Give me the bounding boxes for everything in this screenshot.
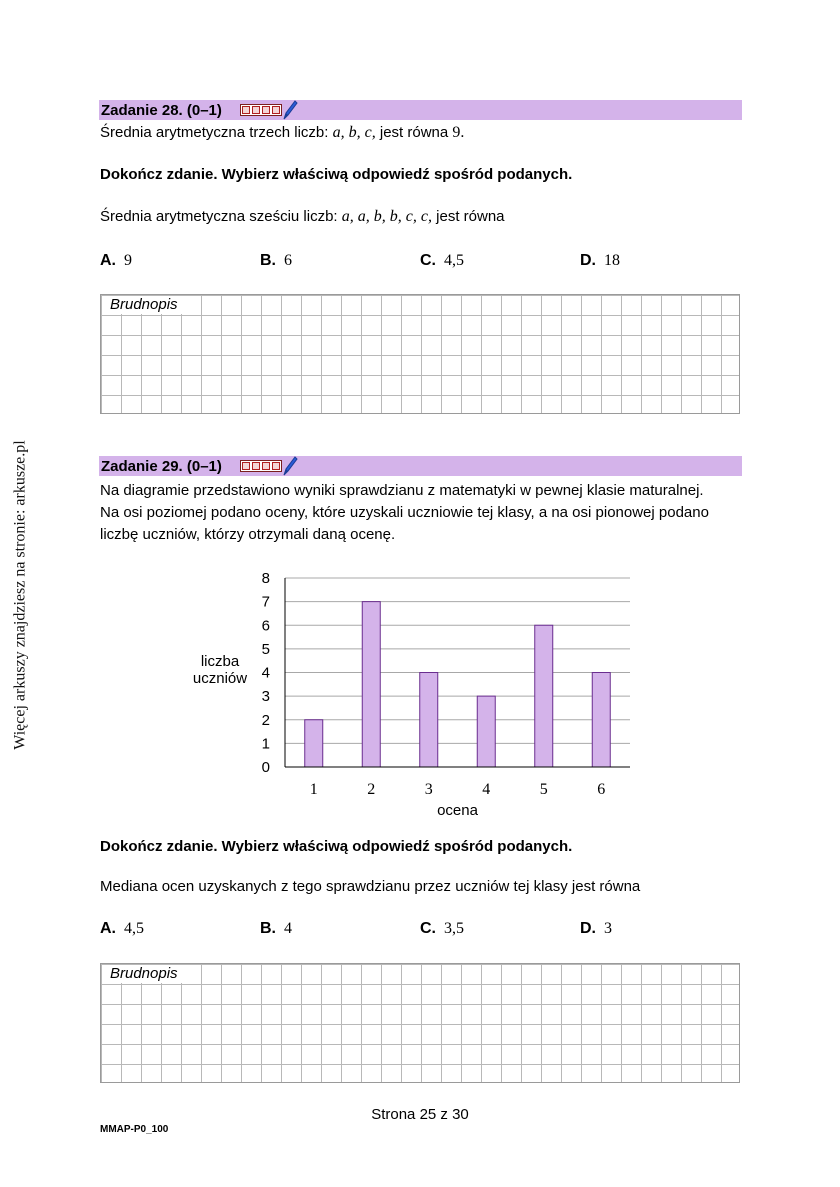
option-value: 3,5 bbox=[444, 920, 464, 937]
task-29-scratchpad[interactable] bbox=[100, 963, 740, 1083]
task-28-question-suffix: jest równa bbox=[436, 208, 505, 225]
option-value: 4,5 bbox=[124, 920, 144, 937]
calculator-pen-icon bbox=[240, 99, 298, 121]
option-letter: B. bbox=[260, 920, 276, 937]
y-tick-label: 3 bbox=[261, 688, 270, 706]
task-28-option-b[interactable] bbox=[260, 252, 292, 270]
x-tick-label: 3 bbox=[424, 781, 433, 798]
task-29-instruction: Dokończ zdanie. Wybierz właściwą odpowiedź spośród podanych. bbox=[100, 838, 573, 855]
task-29-title: Zadanie 29. (0–1) bbox=[101, 457, 222, 475]
y-axis-label: uczniów bbox=[192, 670, 248, 687]
task-28-title: Zadanie 28. (0–1) bbox=[101, 101, 222, 119]
task-28-stem-value: 9. bbox=[452, 124, 465, 141]
bar bbox=[535, 625, 553, 767]
task-28-stem-vars: a, b, c, bbox=[332, 124, 376, 141]
y-axis-label: liczba bbox=[200, 653, 240, 670]
option-value: 4 bbox=[284, 920, 292, 937]
y-tick-label: 4 bbox=[261, 664, 270, 682]
bar-chart bbox=[0, 565, 840, 825]
x-tick-label: 4 bbox=[482, 781, 491, 798]
x-tick-label: 5 bbox=[539, 781, 548, 798]
task-28-question-vars: a, a, b, b, c, c, bbox=[341, 208, 432, 225]
task-28-stem-mid: jest równa bbox=[379, 124, 449, 141]
y-tick-label: 1 bbox=[261, 735, 270, 753]
x-axis-label: ocena bbox=[437, 802, 478, 819]
task-29-question: Mediana ocen uzyskanych z tego sprawdzianu przez uczniów tej klasy jest równa bbox=[100, 878, 641, 895]
bar bbox=[477, 696, 495, 767]
y-tick-label: 0 bbox=[261, 759, 270, 776]
option-letter: A. bbox=[100, 252, 116, 269]
y-tick-label: 5 bbox=[261, 640, 270, 658]
task-29-header bbox=[99, 456, 742, 476]
option-value: 6 bbox=[284, 252, 292, 269]
y-tick-label: 6 bbox=[261, 617, 270, 635]
task-28-stem bbox=[100, 124, 464, 142]
x-tick-label: 1 bbox=[309, 781, 318, 798]
exam-code: MMAP-P0_100 bbox=[100, 1124, 169, 1135]
scratchpad-label: Brudnopis bbox=[102, 965, 198, 983]
option-letter: C. bbox=[420, 920, 436, 937]
option-value: 4,5 bbox=[444, 252, 464, 269]
option-letter: D. bbox=[580, 920, 596, 937]
task-29-option-b[interactable] bbox=[260, 920, 292, 938]
x-tick-label: 2 bbox=[367, 781, 376, 798]
page-number: Strona 25 z 30 bbox=[371, 1106, 469, 1123]
calculator-pen-icon bbox=[240, 455, 298, 477]
task-28-question bbox=[100, 208, 505, 226]
scratchpad-label: Brudnopis bbox=[102, 296, 198, 314]
option-letter: A. bbox=[100, 920, 116, 937]
option-letter: B. bbox=[260, 252, 276, 269]
y-tick-label: 8 bbox=[261, 570, 270, 587]
y-tick-label: 2 bbox=[261, 711, 270, 729]
option-letter: D. bbox=[580, 252, 596, 269]
y-tick-label: 7 bbox=[261, 593, 270, 611]
task-29-stem-line: Na diagramie przedstawiono wyniki sprawdzianu z matematyki w pewnej klasie maturalnej. bbox=[100, 482, 704, 499]
task-28-stem-prefix: Średnia arytmetyczna trzech liczb: bbox=[100, 124, 329, 141]
task-29-option-c[interactable] bbox=[420, 920, 464, 938]
task-28-scratchpad[interactable] bbox=[100, 294, 740, 414]
option-value: 3 bbox=[604, 920, 612, 937]
bar bbox=[420, 673, 438, 768]
task-28-option-a[interactable] bbox=[100, 252, 132, 270]
task-28-question-prefix: Średnia arytmetyczna sześciu liczb: bbox=[100, 208, 338, 225]
task-29-option-d[interactable] bbox=[580, 920, 612, 938]
task-28-instruction: Dokończ zdanie. Wybierz właściwą odpowiedź spośród podanych. bbox=[100, 166, 573, 183]
task-29-stem-line: Na osi poziomej podano oceny, które uzyskali uczniowie tej klasy, a na osi pionowej podano bbox=[100, 504, 709, 521]
task-29-stem bbox=[100, 480, 709, 546]
task-29-stem-line: liczbę uczniów, którzy otrzymali daną ocenę. bbox=[100, 526, 396, 543]
bar bbox=[592, 673, 610, 768]
option-value: 18 bbox=[604, 252, 620, 269]
bar bbox=[362, 602, 380, 767]
side-note-text: Więcej arkuszy znajdziesz na stronie: arkusze.pl bbox=[12, 440, 29, 750]
task-29-option-a[interactable] bbox=[100, 920, 144, 938]
bar bbox=[305, 720, 323, 767]
x-tick-label: 6 bbox=[597, 781, 606, 798]
option-value: 9 bbox=[124, 252, 132, 269]
option-letter: C. bbox=[420, 252, 436, 269]
task-28-option-d[interactable] bbox=[580, 252, 620, 270]
task-28-header bbox=[99, 100, 742, 120]
task-28-option-c[interactable] bbox=[420, 252, 464, 270]
